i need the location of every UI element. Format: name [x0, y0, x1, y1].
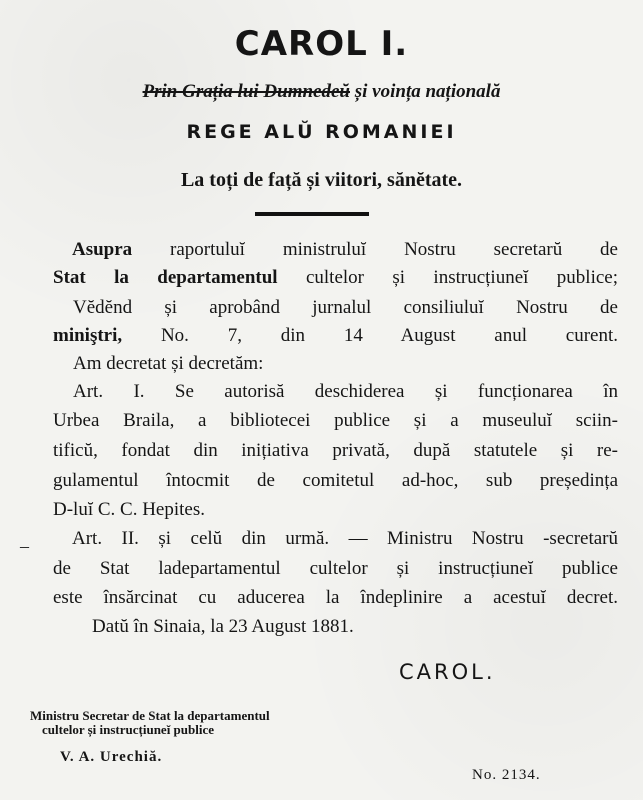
decree-line-8	[53, 440, 618, 461]
decree-line-12-text: de Stat ladepartamentul cultelor și instrucțiuneĭ publice	[53, 558, 618, 579]
grace-formula-struck-text: Prin Grația lui Dumnedeŭ	[142, 81, 350, 102]
decree-line-12	[53, 558, 618, 579]
greeting-line: La toți de față și viitori, sănĕtate.	[180, 169, 463, 191]
decree-title: CAROL I.	[234, 24, 409, 64]
decree-line-6-text: Art. I. Se autorisă deschiderea și funcționarea în	[73, 381, 618, 402]
ministry-title-line-1: Ministru Secretar de Stat la departamentul	[30, 708, 270, 723]
decree-line-4	[53, 325, 618, 346]
grace-formula	[0, 81, 643, 103]
decree-line-5	[73, 353, 263, 374]
decree-line-4-text: No. 7, din 14 August anul curent.	[122, 325, 618, 346]
decree-line-3	[73, 297, 618, 318]
margin-dash-mark: –	[20, 536, 29, 556]
decree-line-6	[73, 381, 618, 402]
minister-name: V. A. Urechiă.	[60, 749, 163, 765]
decree-line-4-bold: miniştri,	[53, 325, 123, 346]
decree-line-11-text: Art. II. și celŭ din urmă. — Ministru Nostru -secretarŭ	[72, 528, 618, 549]
grace-formula-text: și voința națională	[350, 81, 501, 102]
decree-line-10	[53, 499, 205, 520]
decree-line-2-bold: Stat la departamentul	[53, 267, 278, 288]
decree-line-7-text: Urbea Braila, a bibliotecei publice și a museuluĭ sciin-	[53, 410, 618, 431]
decree-line-5-text: Am decretat și decretăm:	[73, 353, 264, 374]
ministry-title-line-2: cultelor și instrucțiuneĭ publice	[42, 722, 215, 737]
decree-line-3-text: Vĕdĕnd și aprobând jurnalul consiliuluĭ Nostru de	[73, 297, 618, 318]
decree-line-1-bold: Asupra	[72, 239, 133, 260]
decree-number: No. 2134.	[472, 767, 541, 783]
decree-line-11	[72, 528, 618, 549]
decorative-rule	[255, 212, 369, 216]
royal-signature: CAROL.	[399, 660, 496, 684]
decree-line-14	[92, 616, 354, 637]
decree-line-8-text: tificŭ, fondat din inițiativa privată, după statutele și re-	[53, 440, 618, 461]
decree-line-13	[53, 587, 618, 608]
decree-line-1-text: raportuluĭ ministruluĭ Nostru secretarŭ de	[132, 239, 618, 260]
decree-line-9	[53, 470, 618, 491]
decree-line-10-text: D-luĭ C. C. Hepites.	[53, 499, 205, 520]
decree-line-2-text: cultelor și instrucțiuneĭ publice;	[277, 267, 619, 288]
king-title: REGE ALŬ ROMANIEI	[186, 121, 457, 143]
decree-line-2	[53, 267, 618, 288]
decree-line-1	[72, 239, 618, 260]
decree-line-9-text: gulamentul întocmit de comitetul ad-hoc, sub președința	[53, 470, 618, 491]
decree-line-13-text: este însărcinat cu aducerea la îndeplinire a acestuĭ decret.	[53, 587, 618, 608]
decree-line-14-text: Datŭ în Sinaia, la 23 August 1881.	[92, 616, 354, 637]
decree-line-7	[53, 410, 618, 431]
